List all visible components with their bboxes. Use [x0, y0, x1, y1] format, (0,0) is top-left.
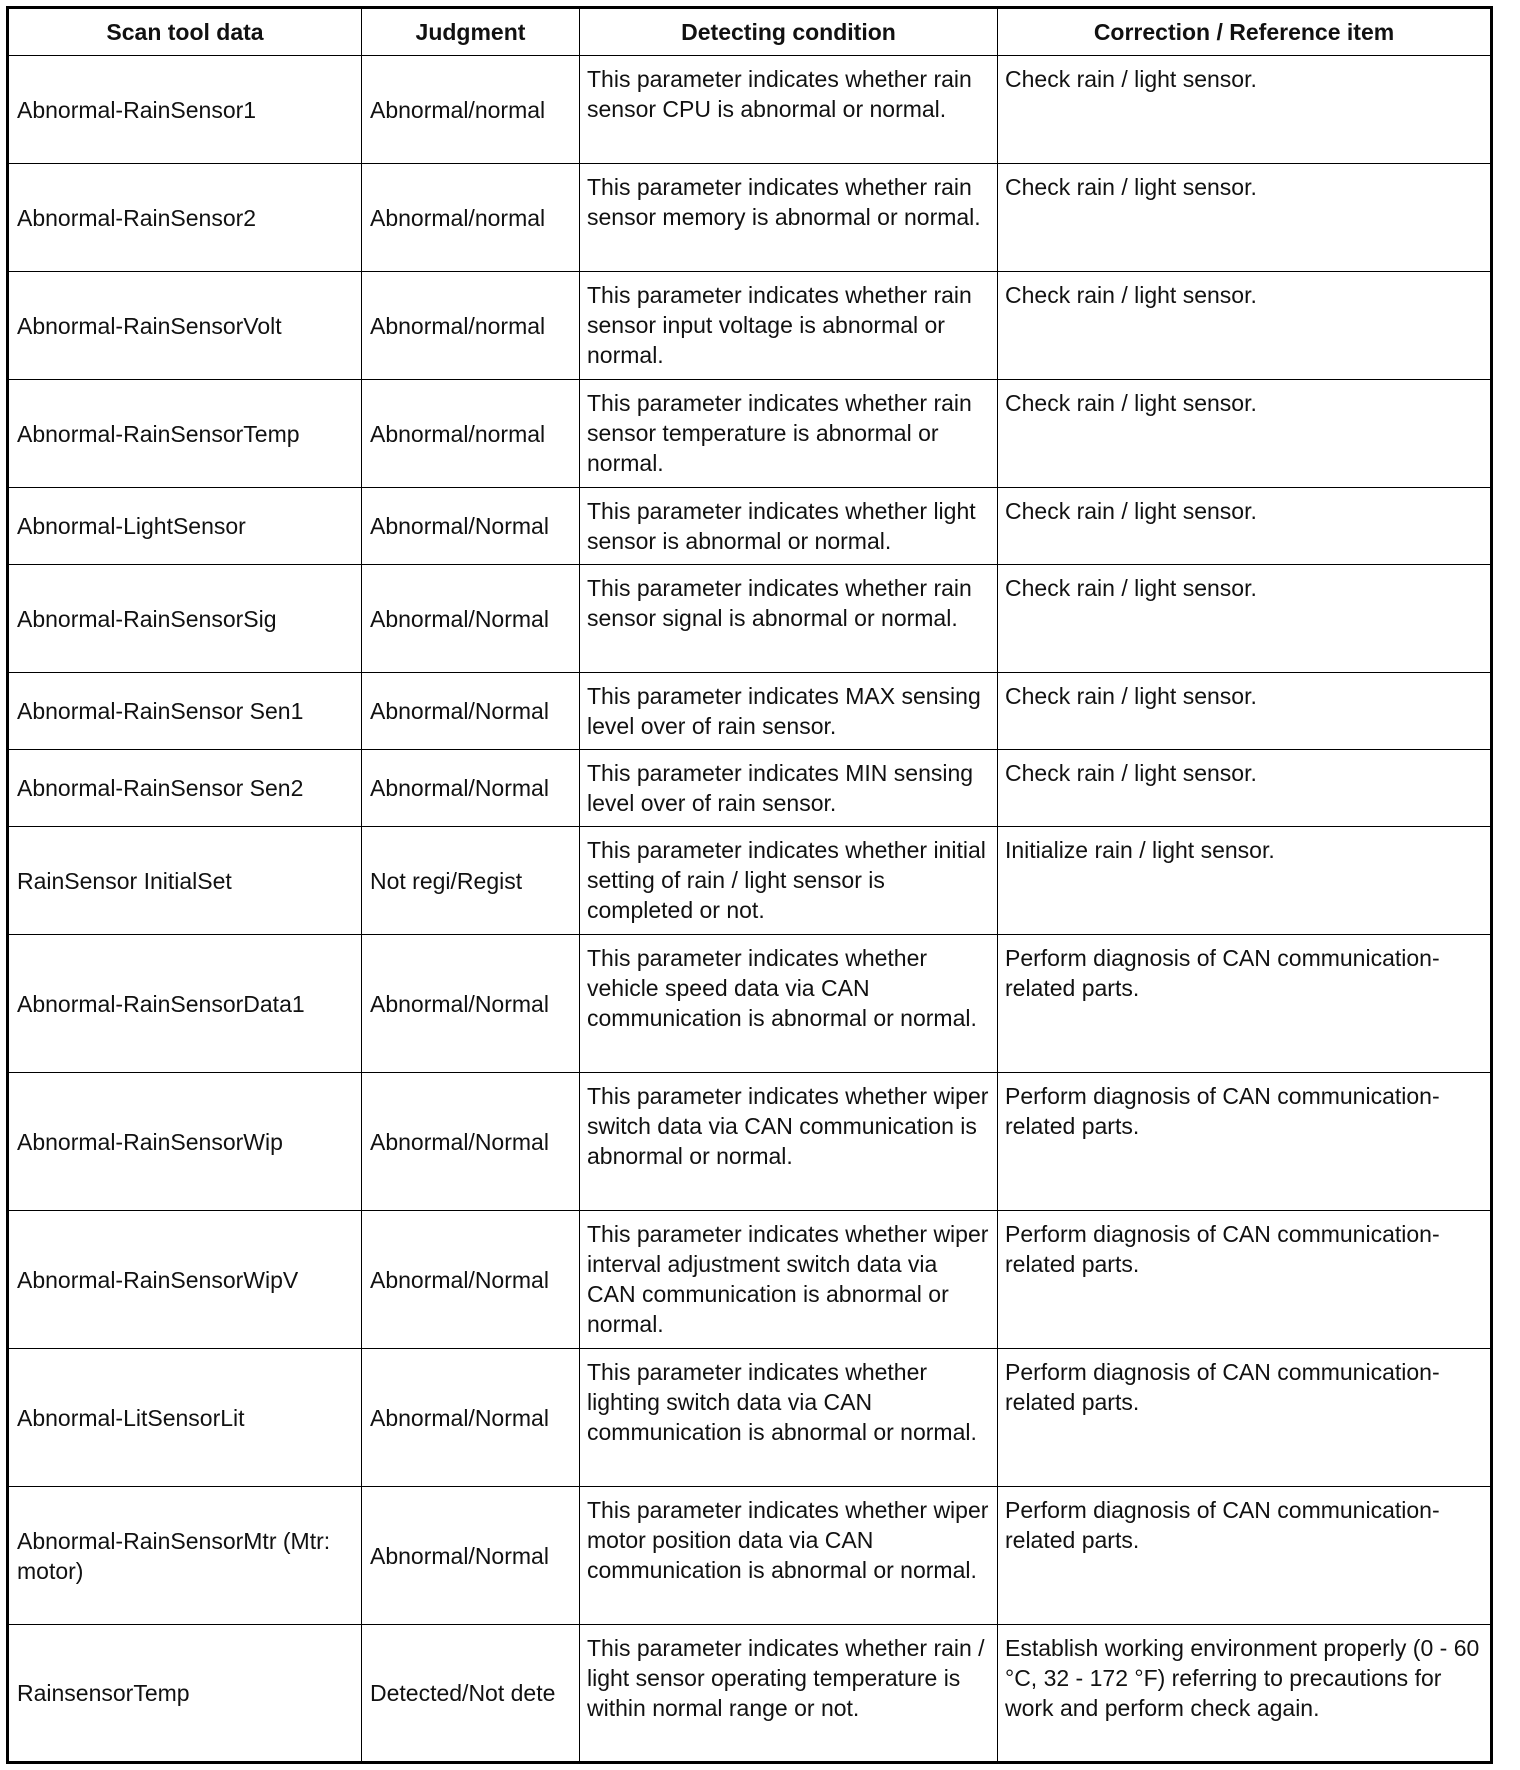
scan-tool-data-cell: Abnormal-RainSensorVolt — [8, 272, 362, 380]
detecting-condition-cell: This parameter indicates whether rain sensor signal is abnormal or normal. — [580, 565, 998, 673]
table-row — [8, 272, 1492, 380]
scan-tool-data-cell: Abnormal-RainSensorSig — [8, 565, 362, 673]
correction-cell: Perform diagnosis of CAN communication-related parts. — [998, 1073, 1492, 1211]
correction-cell: Check rain / light sensor. — [998, 56, 1492, 164]
scan-tool-data-cell: Abnormal-RainSensorData1 — [8, 935, 362, 1073]
scan-tool-data-cell: Abnormal-RainSensor1 — [8, 56, 362, 164]
scan-tool-data-cell: Abnormal-RainSensor Sen1 — [8, 673, 362, 750]
detecting-condition-cell: This parameter indicates whether rain sensor temperature is abnormal or normal. — [580, 380, 998, 488]
table-row — [8, 673, 1492, 750]
detecting-condition-cell: This parameter indicates whether vehicle speed data via CAN communication is abnormal or normal. — [580, 935, 998, 1073]
judgment-cell: Abnormal/normal — [362, 380, 580, 488]
detecting-condition-cell: This parameter indicates whether rain / light sensor operating temperature is within normal range or not. — [580, 1625, 998, 1763]
header-scan-tool-data: Scan tool data — [8, 8, 362, 56]
judgment-cell: Abnormal/normal — [362, 164, 580, 272]
judgment-cell: Abnormal/Normal — [362, 488, 580, 565]
header-correction-reference: Correction / Reference item — [998, 8, 1492, 56]
detecting-condition-cell: This parameter indicates MAX sensing level over of rain sensor. — [580, 673, 998, 750]
judgment-cell: Abnormal/Normal — [362, 565, 580, 673]
judgment-cell: Abnormal/Normal — [362, 1073, 580, 1211]
correction-cell: Check rain / light sensor. — [998, 565, 1492, 673]
correction-cell: Perform diagnosis of CAN communication-related parts. — [998, 935, 1492, 1073]
correction-cell: Perform diagnosis of CAN communication-related parts. — [998, 1487, 1492, 1625]
correction-cell: Check rain / light sensor. — [998, 673, 1492, 750]
table-row — [8, 380, 1492, 488]
detecting-condition-cell: This parameter indicates whether rain sensor input voltage is abnormal or normal. — [580, 272, 998, 380]
judgment-cell: Abnormal/Normal — [362, 935, 580, 1073]
scan-tool-data-cell: Abnormal-RainSensorTemp — [8, 380, 362, 488]
correction-cell: Perform diagnosis of CAN communication-related parts. — [998, 1349, 1492, 1487]
correction-cell: Check rain / light sensor. — [998, 488, 1492, 565]
scan-tool-data-cell: RainsensorTemp — [8, 1625, 362, 1763]
scan-tool-data-cell: Abnormal-LightSensor — [8, 488, 362, 565]
detecting-condition-cell: This parameter indicates whether initial setting of rain / light sensor is completed or not. — [580, 827, 998, 935]
judgment-cell: Abnormal/Normal — [362, 1487, 580, 1625]
detecting-condition-cell: This parameter indicates whether rain sensor memory is abnormal or normal. — [580, 164, 998, 272]
table-row — [8, 1349, 1492, 1487]
detecting-condition-cell: This parameter indicates whether lighting switch data via CAN communication is abnormal or normal. — [580, 1349, 998, 1487]
table-row — [8, 1487, 1492, 1625]
correction-cell: Check rain / light sensor. — [998, 164, 1492, 272]
judgment-cell: Abnormal/Normal — [362, 750, 580, 827]
table-row — [8, 56, 1492, 164]
judgment-cell: Abnormal/normal — [362, 56, 580, 164]
header-row — [8, 8, 1492, 56]
judgment-cell: Abnormal/Normal — [362, 1211, 580, 1349]
scan-tool-data-cell: Abnormal-RainSensor2 — [8, 164, 362, 272]
correction-cell: Check rain / light sensor. — [998, 272, 1492, 380]
scan-tool-data-cell: Abnormal-RainSensorWipV — [8, 1211, 362, 1349]
detecting-condition-cell: This parameter indicates whether wiper interval adjustment switch data via CAN communication is abnormal or normal. — [580, 1211, 998, 1349]
table-row — [8, 827, 1492, 935]
table-header — [8, 8, 1492, 56]
table-row — [8, 164, 1492, 272]
scan-tool-data-cell: Abnormal-RainSensorWip — [8, 1073, 362, 1211]
detecting-condition-cell: This parameter indicates whether wiper switch data via CAN communication is abnormal or normal. — [580, 1073, 998, 1211]
scan-tool-data-cell: Abnormal-RainSensorMtr (Mtr: motor) — [8, 1487, 362, 1625]
scan-tool-data-cell: Abnormal-RainSensor Sen2 — [8, 750, 362, 827]
scan-tool-data-cell: Abnormal-LitSensorLit — [8, 1349, 362, 1487]
judgment-cell: Abnormal/Normal — [362, 673, 580, 750]
detecting-condition-cell: This parameter indicates whether rain sensor CPU is abnormal or normal. — [580, 56, 998, 164]
judgment-cell: Not regi/Regist — [362, 827, 580, 935]
correction-cell: Check rain / light sensor. — [998, 750, 1492, 827]
table-body — [8, 56, 1492, 1763]
judgment-cell: Abnormal/Normal — [362, 1349, 580, 1487]
table-row — [8, 750, 1492, 827]
header-detecting-condition: Detecting condition — [580, 8, 998, 56]
table-row — [8, 1073, 1492, 1211]
table-row — [8, 935, 1492, 1073]
judgment-cell: Detected/Not dete — [362, 1625, 580, 1763]
header-judgment: Judgment — [362, 8, 580, 56]
detecting-condition-cell: This parameter indicates whether wiper motor position data via CAN communication is abnormal or normal. — [580, 1487, 998, 1625]
correction-cell: Establish working environment properly (0 - 60 °C, 32 - 172 °F) referring to precautions for work and perform check again. — [998, 1625, 1492, 1763]
scan-tool-data-cell: RainSensor InitialSet — [8, 827, 362, 935]
detecting-condition-cell: This parameter indicates MIN sensing level over of rain sensor. — [580, 750, 998, 827]
table-row — [8, 488, 1492, 565]
table-row — [8, 1211, 1492, 1349]
correction-cell: Check rain / light sensor. — [998, 380, 1492, 488]
correction-cell: Perform diagnosis of CAN communication-related parts. — [998, 1211, 1492, 1349]
judgment-cell: Abnormal/normal — [362, 272, 580, 380]
correction-cell: Initialize rain / light sensor. — [998, 827, 1492, 935]
scan-tool-data-table — [6, 6, 1493, 1764]
detecting-condition-cell: This parameter indicates whether light sensor is abnormal or normal. — [580, 488, 998, 565]
table-row — [8, 1625, 1492, 1763]
table-row — [8, 565, 1492, 673]
